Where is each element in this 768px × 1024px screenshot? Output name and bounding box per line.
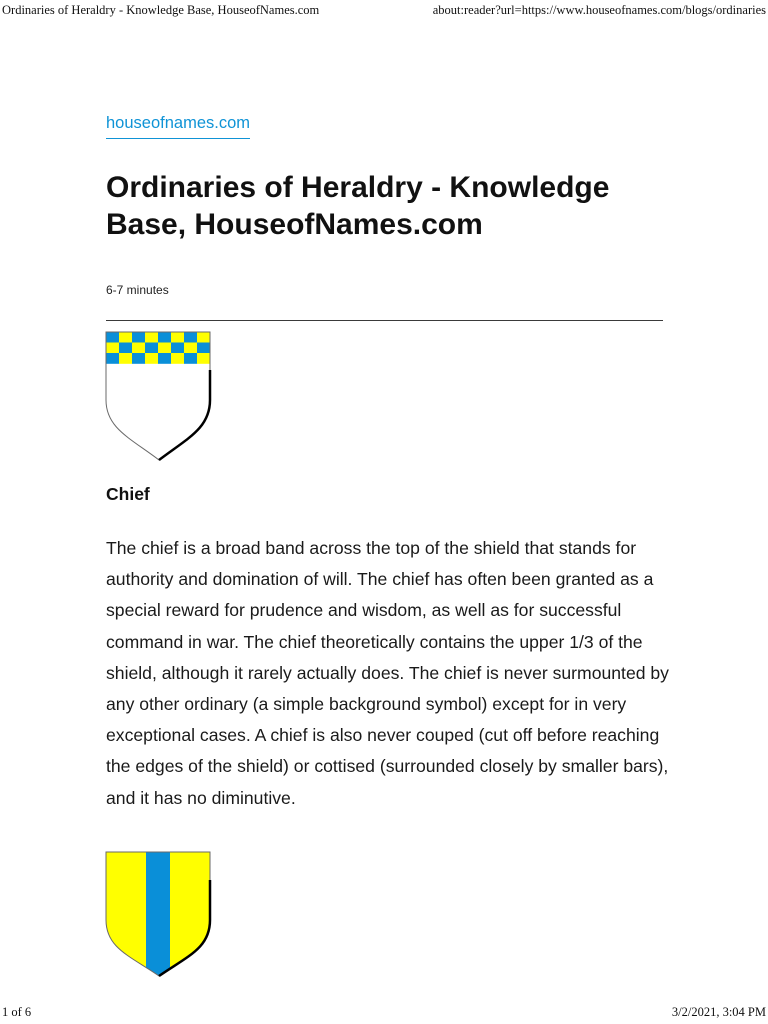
checky-square: [119, 332, 132, 343]
print-timestamp: 3/2/2021, 3:04 PM: [671, 1005, 766, 1019]
section-body-chief: The chief is a broad band across the top of the shield that stands for authority and domination of will. The chief has often been granted as a special reward for prudence and wisdom, as well as for successful command in war. The chief theoretically contains the upper 1/3 of the shield, although it rarely actually does. The chief is never surmounted by any other ordinary (a simple background symbol) except for in very exceptional cases. A chief is also never couped (cut off before reaching the edges of the shield) or cottised (surrounded closely by smaller bars), and it has no diminutive.: [106, 538, 669, 808]
checky-square: [106, 353, 119, 364]
checky-square: [184, 353, 197, 364]
print-footer: [2, 1002, 766, 1020]
print-header-title: Ordinaries of Heraldry - Knowledge Base, HouseofNames.com: [2, 3, 320, 17]
checky-square: [197, 332, 210, 343]
section-heading-chief: Chief: [106, 484, 150, 504]
chief-shield-image: [104, 330, 214, 463]
site-domain-link[interactable]: houseofnames.com: [106, 114, 250, 139]
checky-square: [158, 332, 171, 343]
checky-square: [145, 343, 158, 354]
checky-square: [106, 332, 119, 343]
checky-square: [184, 332, 197, 343]
checky-square: [145, 332, 158, 343]
checky-square: [106, 343, 119, 354]
print-header-url: about:reader?url=https://www.houseofnames.com/blogs/ordinaries: [432, 3, 766, 17]
reading-time: 6-7 minutes: [106, 283, 169, 297]
pale-shield-image: [104, 850, 214, 980]
page-number: 1 of 6: [2, 1005, 32, 1019]
checky-square: [158, 343, 171, 354]
header-divider: [106, 320, 663, 321]
checky-square: [171, 343, 184, 354]
checky-square: [171, 353, 184, 364]
article-title: Ordinaries of Heraldry - Knowledge Base, HouseofNames.com: [106, 171, 610, 241]
checky-square: [132, 332, 145, 343]
checky-square: [132, 343, 145, 354]
checky-square: [145, 353, 158, 364]
checky-square: [197, 343, 210, 354]
checky-square: [119, 343, 132, 354]
checky-square: [171, 332, 184, 343]
checky-square: [184, 343, 197, 354]
print-header: [2, 3, 766, 21]
checky-square: [158, 353, 171, 364]
checky-square: [197, 353, 210, 364]
checky-square: [132, 353, 145, 364]
checky-square: [119, 353, 132, 364]
